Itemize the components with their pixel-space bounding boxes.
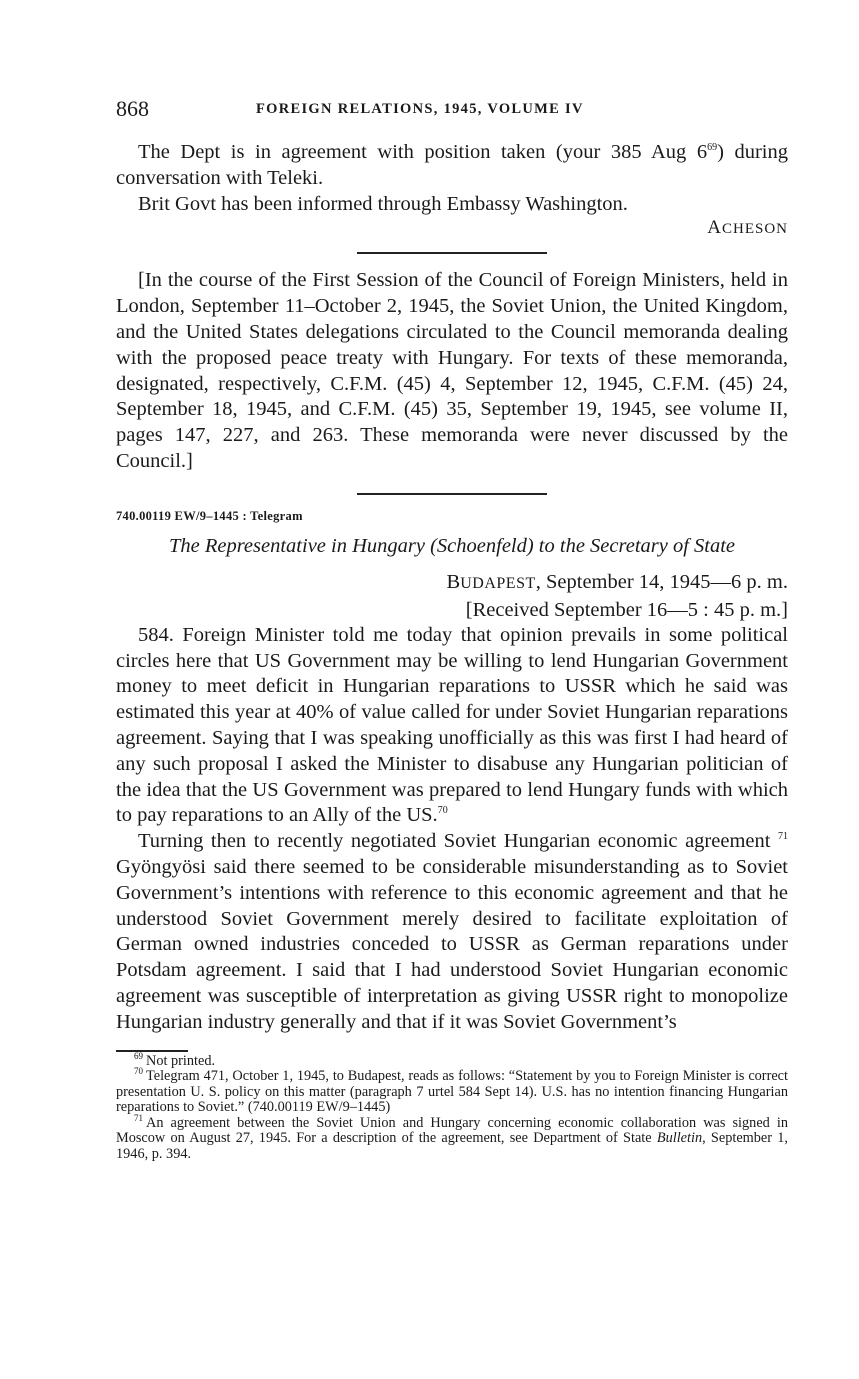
received-line: [Received September 16—5 : 45 p. m.]: [465, 598, 788, 621]
telegram-paragraph: [116, 829, 788, 1035]
section-divider: [357, 252, 547, 254]
dateline: BUDAPEST, September 14, 1945—6 p. m.: [446, 570, 788, 593]
footnote-69: $^{69}$ Not printed.: [134, 1050, 216, 1069]
section-divider: [357, 493, 547, 495]
telegram-paragraph: [116, 623, 788, 829]
paragraph-text: ) during conversation with Teleki.: [116, 141, 788, 189]
footnote-ref[interactable]: 70: [437, 805, 448, 817]
page-number: 868: [116, 96, 149, 121]
paragraph-text: Turning then to recently negotiated Soviet Hungarian economic agreement: [138, 830, 771, 853]
footnote-ref[interactable]: 71: [778, 831, 788, 843]
footnote-71: $^{71}$ An agreement between the Soviet Union and Hungary concerning economic collaboration was signed in Moscow on August 27, 1945. For a description of the agreement, see Department of State Bulletin, September 1, 1946, p. 394.: [116, 1113, 788, 1163]
paragraph-text: 584. Foreign Minister told me today that opinion prevails in some political circles here that US Government may be willing to lend Hungarian Government money to meet deficit in Hungarian reparations to USSR which he said was estimated this year at 40% of value called for under Soviet Hungarian reparations agreement. Saying that I was speaking unofficially as this was first I had heard of any such proposal I asked the Minister to disabuse any Hungarian politician of the idea that the US Government was prepared to lend Hungary funds with which to pay reparations to an Ally of the US.: [116, 623, 788, 827]
footnote-divider: [116, 1050, 188, 1052]
paragraph-text: The Dept is in agreement with position taken (your 385 Aug 6: [138, 141, 708, 163]
telegram-paragraph: [116, 140, 788, 192]
footnote-70: $^{70}$ Telegram 471, October 1, 1945, to Budapest, reads as follows: “Statement by you to Foreign Minister is correct presentation U. S. policy on this matter (paragraph 7 urtel 584 Sept 14). U.S. has no intention financing Hungarian reparations to Soviet.” (740.00119 EW/9–1445): [116, 1066, 788, 1116]
footnote-ref[interactable]: 69: [707, 142, 718, 154]
document-page: [116, 96, 788, 1163]
signature: ACHESON: [707, 217, 788, 239]
running-title: FOREIGN RELATIONS, 1945, VOLUME IV: [256, 101, 584, 117]
telegram-paragraph: Brit Govt has been informed through Embassy Washington.: [138, 192, 628, 215]
file-reference: 740.00119 EW/9–1445 : Telegram: [116, 508, 303, 523]
running-head: [116, 96, 788, 126]
paragraph-text: Gyöngyösi said there seemed to be considerable misunderstanding as to Soviet Government’s intentions with reference to this economic agreement and that he understood Soviet Government merely desired to facilitate exploitation of German owned industries conceded to USSR as German reparations under Potsdam agreement. I said that I had understood Soviet Hungarian economic agreement was susceptible of interpretation as giving USSR right to monopolize Hungarian industry generally and that if it was Soviet Government’s: [116, 855, 788, 1033]
document-title: The Representative in Hungary (Schoenfeld) to the Secretary of State: [168, 534, 736, 557]
editorial-note: [In the course of the First Session of the Council of Foreign Ministers, held in London, September 11–October 2, 1945, the Soviet Union, the United Kingdom, and the United States delegations circulated to the Council memoranda dealing with the proposed peace treaty with Hungary. For texts of these memoranda, designated, respectively, C.F.M. (45) 4, September 12, 1945, C.F.M. (45) 24, September 18, 1945, and C.F.M. (45) 35, September 19, 1945, see volume II, pages 147, 227, and 263. These memoranda were never discussed by the Council.]: [116, 269, 788, 472]
